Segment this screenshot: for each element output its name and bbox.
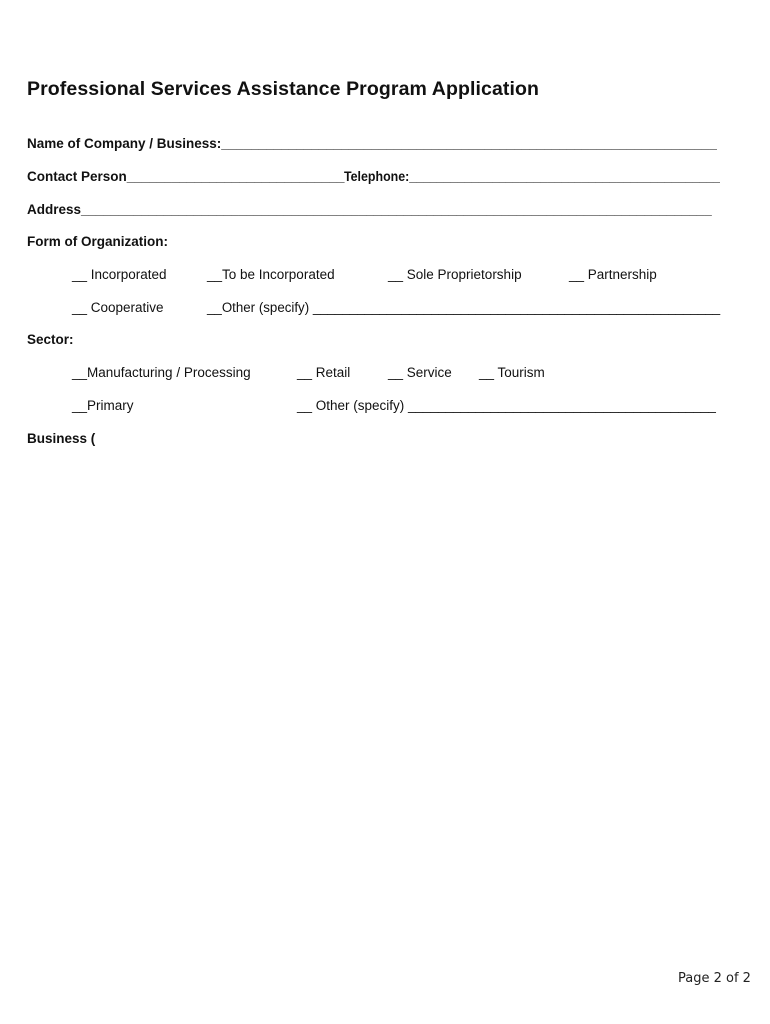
option-service[interactable]: __ Service [388,365,452,380]
option-incorporated[interactable]: __ Incorporated [72,267,167,282]
contact-person-field[interactable]: Contact Person_____________________________ [27,169,345,184]
option-organization-other[interactable]: __Other (specify) _______________________________________________________ [207,300,721,315]
option-retail[interactable]: __ Retail [297,365,351,380]
address-field[interactable]: Address____________________________________________________________________________________ [27,202,712,217]
option-cooperative[interactable]: __ Cooperative [72,300,164,315]
option-sector-other[interactable]: __ Other (specify) _________________________________________ [297,398,716,413]
form-title: Professional Services Assistance Program Application [27,78,540,100]
telephone-field[interactable]: Telephone:_____________________________________________ [344,169,720,184]
organization-heading: Form of Organization: [27,234,168,249]
business-heading: Business ( [27,431,96,446]
option-tourism[interactable]: __ Tourism [479,365,545,380]
option-sole-proprietorship[interactable]: __ Sole Proprietorship [388,267,522,282]
option-manufacturing[interactable]: __Manufacturing / Processing [72,365,251,380]
option-partnership[interactable]: __ Partnership [569,267,657,282]
page-number: Page 2 of 2 [678,971,751,986]
sector-heading: Sector: [27,332,74,347]
option-primary[interactable]: __Primary [72,398,134,413]
option-to-be-incorporated[interactable]: __To be Incorporated [207,267,335,282]
company-name-field[interactable]: Name of Company / Business:__________________________________________________________________ [27,136,717,151]
